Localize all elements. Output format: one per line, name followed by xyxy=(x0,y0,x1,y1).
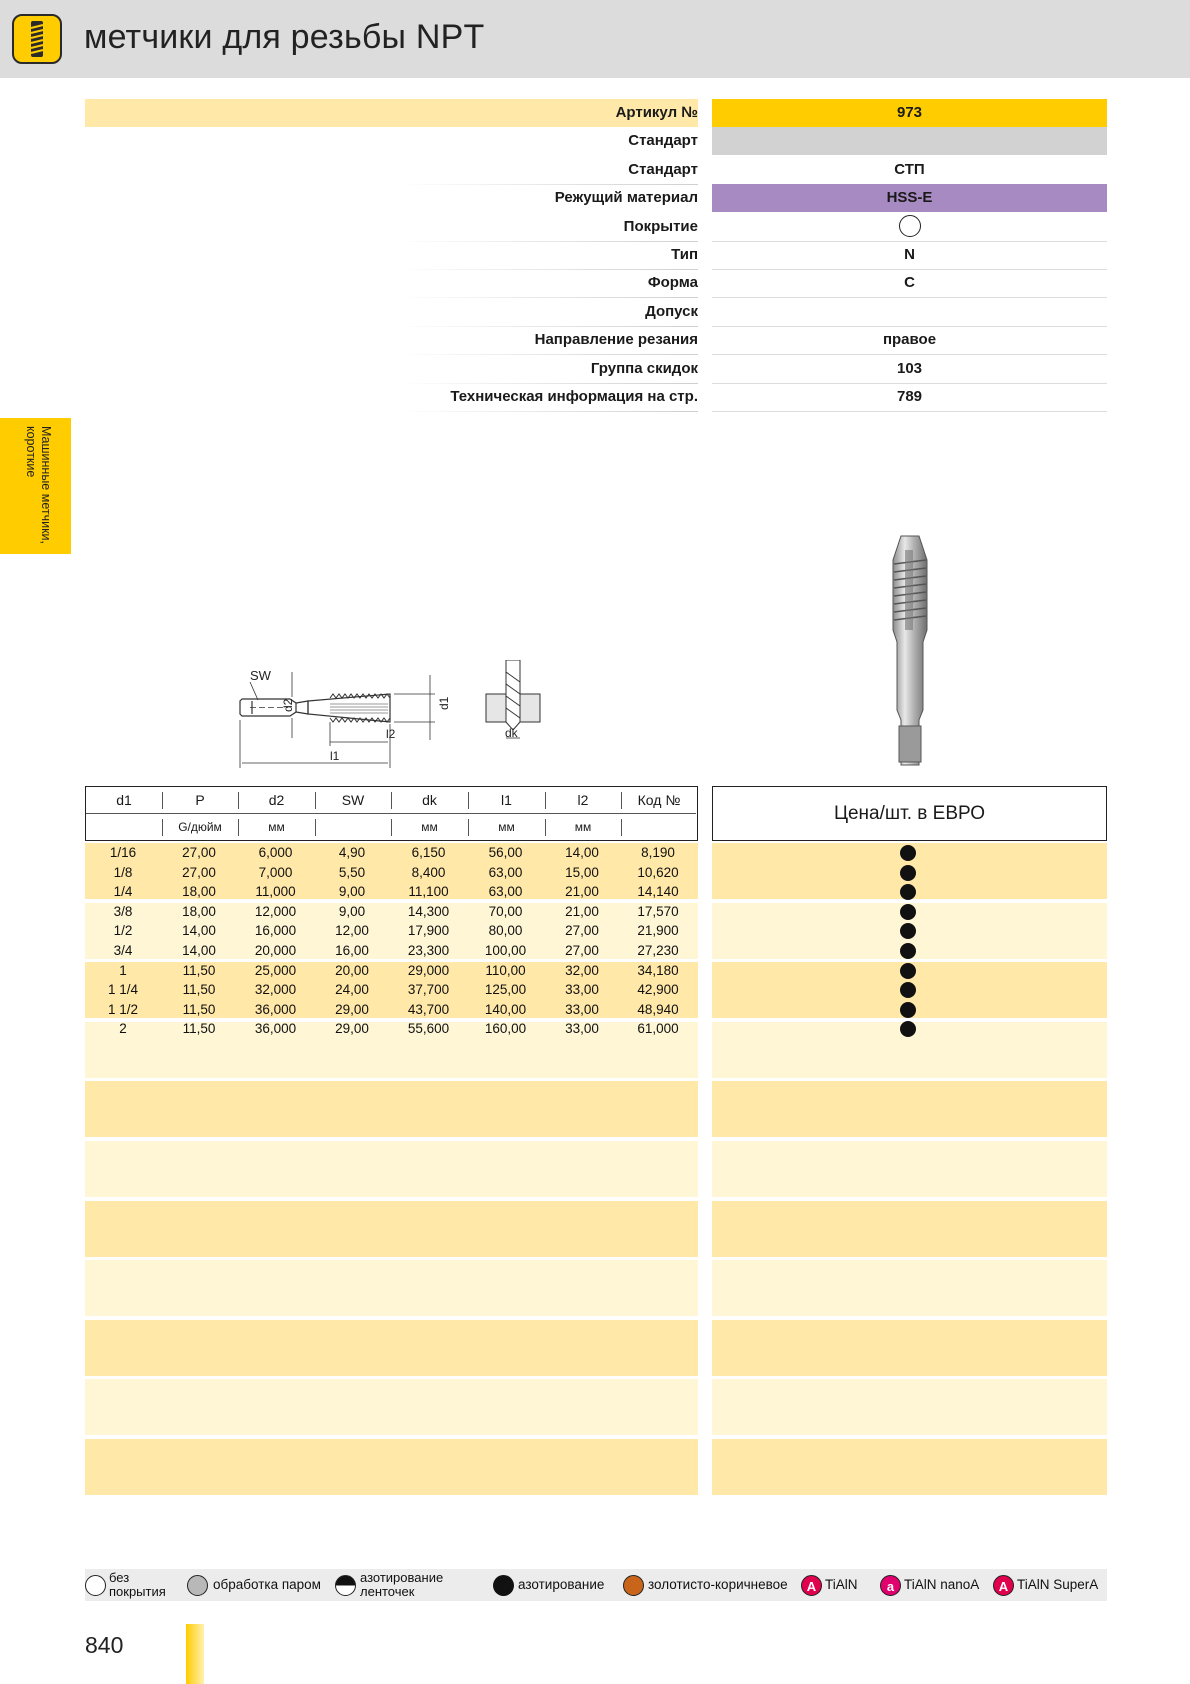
table-row xyxy=(85,921,698,941)
table-cell: 11,50 xyxy=(182,982,216,998)
column-unit: мм xyxy=(421,820,438,834)
availability-dot-icon xyxy=(900,904,916,920)
table-cell: 14,300 xyxy=(407,903,450,919)
table-cell: 27,230 xyxy=(637,943,679,958)
column-separator xyxy=(545,819,546,836)
table-cell: 9,00 xyxy=(338,903,366,919)
column-header: d1 xyxy=(116,792,132,808)
table-cell: 2 xyxy=(119,1021,127,1037)
drawing-label-d1: d1 xyxy=(437,696,451,710)
legend-label: TiAlN SuperA xyxy=(1017,1577,1099,1592)
property-label: Покрытие xyxy=(623,217,698,235)
property-value: СТП xyxy=(894,160,925,178)
row-band xyxy=(85,1439,698,1495)
table-cell: 6,000 xyxy=(258,845,293,860)
availability-dot-icon xyxy=(900,865,916,881)
table-cell: 14,00 xyxy=(182,923,216,939)
table-cell: 17,570 xyxy=(637,903,679,919)
table-cell: 7,000 xyxy=(258,864,293,880)
black-circle-icon xyxy=(493,1575,514,1596)
table-cell: 21,00 xyxy=(565,884,599,900)
table-cell: 29,00 xyxy=(335,1001,369,1017)
column-header: Код № xyxy=(637,792,681,808)
value-divider xyxy=(712,411,1107,412)
tap-thread-icon xyxy=(12,14,62,64)
property-value: 103 xyxy=(896,359,923,377)
side-tab-label: Машинные метчики, короткие xyxy=(24,426,53,545)
table-cell: 15,00 xyxy=(565,864,599,880)
column-unit xyxy=(621,814,697,841)
table-cell: 29,000 xyxy=(407,962,450,978)
table-cell: 27,00 xyxy=(182,845,216,860)
table-cell: 29,00 xyxy=(335,1021,369,1037)
table-cell: 43,700 xyxy=(407,1001,450,1017)
table-cell: 11,50 xyxy=(182,1021,216,1037)
legend-label-line1: азотирование xyxy=(360,1570,444,1585)
table-cell: 33,00 xyxy=(565,1021,599,1037)
row-band xyxy=(712,1141,1107,1197)
tialn-supera-icon: A xyxy=(993,1575,1014,1596)
table-cell: 100,00 xyxy=(484,943,527,958)
table-cell: 16,000 xyxy=(254,923,297,939)
column-separator xyxy=(391,819,392,836)
tap-product-photo xyxy=(875,530,945,775)
property-label: Допуск xyxy=(645,302,698,320)
table-cell: 33,00 xyxy=(565,982,599,998)
table-cell: 25,000 xyxy=(254,962,297,978)
table-cell: 33,00 xyxy=(565,1001,599,1017)
column-unit: мм xyxy=(574,820,592,834)
table-cell: 63,00 xyxy=(488,864,523,880)
column-separator xyxy=(621,819,622,836)
table-cell: 9,00 xyxy=(338,884,366,900)
table-row xyxy=(85,1019,698,1039)
half-circle-icon xyxy=(335,1575,356,1596)
table-cell: 17,900 xyxy=(407,923,450,939)
property-row xyxy=(85,355,1107,383)
property-label: Стандарт xyxy=(628,132,698,150)
legend-label: азотирование xyxy=(518,1577,605,1592)
table-cell: 4,90 xyxy=(338,845,366,860)
table-cell: 21,900 xyxy=(637,923,679,939)
table-row xyxy=(85,902,698,922)
table-cell: 23,300 xyxy=(407,943,450,958)
table-cell: 21,00 xyxy=(565,903,599,919)
legend-label-line2: покрытия xyxy=(109,1584,166,1599)
table-cell: 14,140 xyxy=(637,884,679,900)
property-label: Артикул № xyxy=(615,104,698,121)
property-value: HSS-E xyxy=(712,184,1107,212)
coating-legend xyxy=(85,1569,1107,1601)
property-label: Стандарт xyxy=(628,160,698,178)
property-row xyxy=(85,156,1107,184)
table-cell: 8,400 xyxy=(411,864,446,880)
row-band xyxy=(712,1379,1107,1435)
drawing-label-l1: l1 xyxy=(330,749,340,763)
table-cell: 125,00 xyxy=(484,982,527,998)
property-row xyxy=(85,298,1107,326)
page-number-bar xyxy=(186,1624,204,1684)
table-cell: 18,00 xyxy=(182,884,216,900)
table-cell: 3/4 xyxy=(113,943,133,958)
table-cell: 63,00 xyxy=(488,884,523,900)
legend-label: золотисто-коричневое xyxy=(648,1577,788,1592)
property-label: Техническая информация на стр. xyxy=(450,388,698,405)
property-value xyxy=(712,298,1107,326)
column-separator xyxy=(545,792,546,809)
table-cell: 48,940 xyxy=(637,1001,679,1017)
drawing-label-l2: l2 xyxy=(386,727,396,741)
table-cell: 16,00 xyxy=(335,943,369,958)
column-header: l2 xyxy=(577,792,589,808)
column-header: dk xyxy=(422,792,437,808)
table-cell: 36,000 xyxy=(254,1001,297,1017)
legend-label: обработка паром xyxy=(213,1577,321,1592)
table-cell: 1/8 xyxy=(113,864,133,880)
row-band xyxy=(85,1260,698,1316)
table-cell: 80,00 xyxy=(488,923,523,939)
table-cell: 27,00 xyxy=(565,943,599,958)
row-band xyxy=(85,1141,698,1197)
property-row xyxy=(85,213,1107,241)
column-unit xyxy=(86,814,162,841)
table-cell: 32,00 xyxy=(565,962,599,978)
row-band xyxy=(85,1320,698,1376)
table-row xyxy=(85,863,698,883)
column-header: d2 xyxy=(268,792,285,808)
row-band xyxy=(712,1260,1107,1316)
column-separator xyxy=(238,819,239,836)
table-cell: 11,50 xyxy=(182,1001,216,1017)
column-separator xyxy=(468,819,469,836)
availability-dot-icon xyxy=(900,943,916,959)
drawing-label-sw: SW xyxy=(250,668,271,683)
property-row xyxy=(85,241,1107,269)
column-header: l1 xyxy=(501,792,512,808)
section-side-tab xyxy=(0,418,71,554)
table-row xyxy=(85,941,698,961)
row-band xyxy=(712,1439,1107,1495)
table-cell: 160,00 xyxy=(484,1021,527,1037)
property-label: Направление резания xyxy=(534,331,698,349)
availability-dot-icon xyxy=(900,1002,916,1018)
row-band xyxy=(85,1081,698,1137)
tialn-icon: A xyxy=(801,1575,822,1596)
row-band xyxy=(85,1379,698,1435)
table-cell: 11,100 xyxy=(408,884,449,900)
table-cell: 34,180 xyxy=(637,962,679,978)
table-cell: 8,190 xyxy=(641,845,675,860)
column-separator xyxy=(621,792,622,809)
property-label: Режущий материал xyxy=(554,189,698,207)
property-row xyxy=(85,326,1107,354)
column-separator xyxy=(162,819,163,836)
row-band xyxy=(85,1201,698,1257)
table-cell: 24,00 xyxy=(335,982,369,998)
property-value xyxy=(712,213,1107,241)
table-cell: 14,00 xyxy=(182,943,216,958)
row-band xyxy=(712,1320,1107,1376)
table-row xyxy=(85,882,698,902)
empty-circle-icon xyxy=(85,1575,106,1596)
page-title: метчики для резьбы NPT xyxy=(84,18,485,56)
table-cell: 11,50 xyxy=(182,962,216,978)
property-value: правое xyxy=(882,331,937,349)
table-cell: 140,00 xyxy=(484,1001,527,1017)
column-unit: G/дюйм xyxy=(178,820,222,834)
table-cell: 10,620 xyxy=(637,864,679,880)
table-row xyxy=(85,1000,698,1020)
tap-dimension-drawing xyxy=(230,660,560,780)
column-separator xyxy=(468,792,469,809)
row-divider xyxy=(395,411,698,412)
property-label: Группа скидок xyxy=(590,359,698,377)
table-cell: 1 1/2 xyxy=(107,1001,139,1017)
table-cell: 32,000 xyxy=(254,982,297,998)
legend-label: TiAlN xyxy=(825,1577,858,1592)
table-row xyxy=(85,980,698,1000)
table-cell: 36,000 xyxy=(254,1021,297,1037)
property-row xyxy=(85,99,1107,127)
table-cell: 55,600 xyxy=(407,1021,450,1037)
property-value xyxy=(712,127,1107,155)
page-header xyxy=(0,0,1190,78)
table-cell: 18,00 xyxy=(182,903,216,919)
table-cell: 61,000 xyxy=(637,1021,679,1037)
property-row xyxy=(85,269,1107,297)
column-header: SW xyxy=(341,792,365,808)
table-cell: 6,150 xyxy=(411,845,446,860)
table-cell: 11,000 xyxy=(255,884,296,900)
column-unit: мм xyxy=(498,820,515,834)
column-header: P xyxy=(195,792,205,808)
column-separator xyxy=(238,792,239,809)
availability-dot-icon xyxy=(900,845,916,861)
property-value: N xyxy=(904,246,915,263)
property-value: C xyxy=(904,274,915,292)
row-band xyxy=(712,1081,1107,1137)
table-cell: 1/4 xyxy=(113,884,133,900)
table-cell: 14,00 xyxy=(565,845,599,860)
tialn-nanoa-icon: a xyxy=(880,1575,901,1596)
legend-label xyxy=(109,1571,166,1599)
property-row xyxy=(85,383,1107,411)
availability-dot-icon xyxy=(900,963,916,979)
table-cell: 110,00 xyxy=(485,962,526,978)
table-cell: 1/2 xyxy=(113,923,133,939)
table-cell: 27,00 xyxy=(565,923,599,939)
table-cell: 1/16 xyxy=(109,845,137,860)
property-row xyxy=(85,127,1107,155)
property-label: Тип xyxy=(671,246,698,263)
column-separator xyxy=(391,792,392,809)
brown-circle-icon xyxy=(623,1575,644,1596)
legend-label xyxy=(360,1571,443,1599)
price-column-header: Цена/шт. в ЕВРО xyxy=(712,786,1107,841)
table-cell: 3/8 xyxy=(113,903,133,919)
property-row xyxy=(85,184,1107,212)
table-cell: 12,000 xyxy=(254,903,297,919)
table-cell: 20,00 xyxy=(335,962,369,978)
legend-label: TiAlN nanoA xyxy=(904,1577,980,1592)
property-value: 973 xyxy=(712,99,1107,127)
table-cell: 5,50 xyxy=(338,864,366,880)
table-cell: 37,700 xyxy=(407,982,450,998)
column-separator xyxy=(315,819,316,836)
table-cell: 12,00 xyxy=(335,923,369,939)
table-row xyxy=(85,843,698,863)
column-unit xyxy=(315,814,391,841)
column-unit: мм xyxy=(268,820,285,834)
drawing-label-dk: dk xyxy=(505,726,518,740)
property-label: Форма xyxy=(647,274,698,292)
property-value: 789 xyxy=(896,388,923,405)
legend-label-line1: без xyxy=(109,1570,130,1585)
table-cell: 70,00 xyxy=(488,903,523,919)
gray-circle-icon xyxy=(187,1575,208,1596)
table-header xyxy=(85,786,698,841)
table-cell: 42,900 xyxy=(637,982,679,998)
empty-circle-icon xyxy=(899,215,921,237)
legend-label-line2: ленточек xyxy=(360,1584,415,1599)
column-separator xyxy=(315,792,316,809)
row-band xyxy=(712,1201,1107,1257)
table-cell: 1 xyxy=(119,962,127,978)
table-cell: 20,000 xyxy=(254,943,297,958)
table-cell: 1 1/4 xyxy=(107,982,139,998)
table-cell: 56,00 xyxy=(488,845,523,860)
table-cell: 27,00 xyxy=(182,864,216,880)
column-separator xyxy=(162,792,163,809)
table-row xyxy=(85,961,698,981)
drawing-label-d2: d2 xyxy=(281,698,295,712)
page-number: 840 xyxy=(85,1632,124,1658)
